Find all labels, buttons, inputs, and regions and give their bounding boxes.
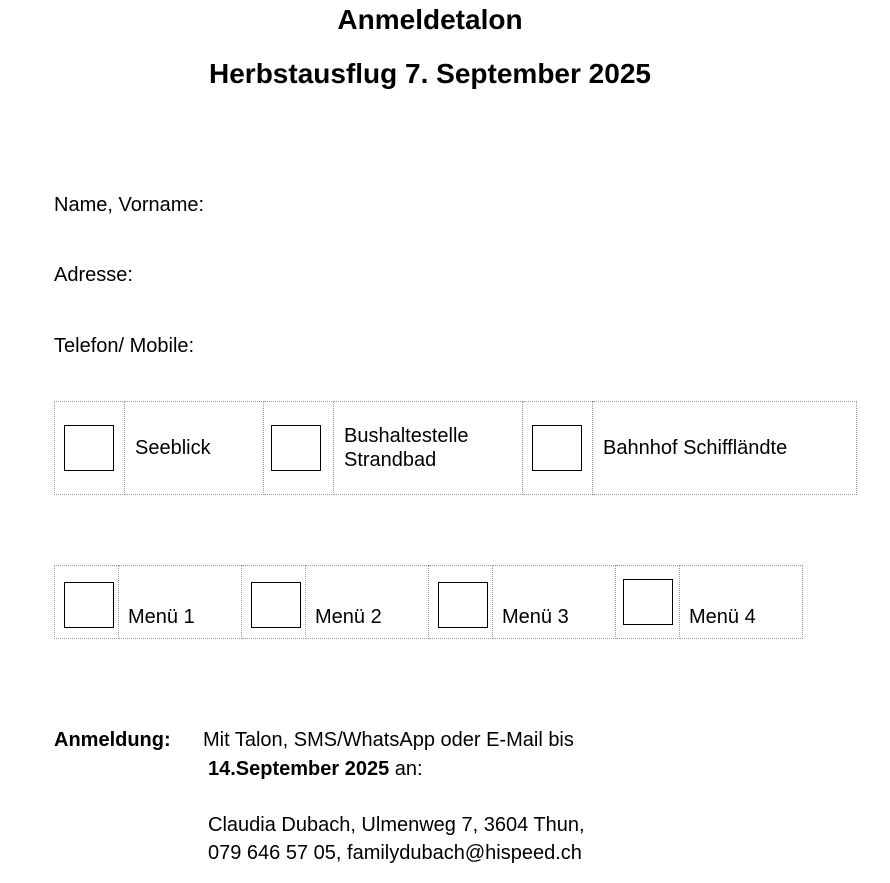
- boarding-option-schifflaendte: [593, 402, 857, 495]
- boarding-checkbox-cell-schifflaendte: [523, 402, 593, 495]
- boarding-label-schifflaendte: Bahnhof Schiffländte: [603, 437, 788, 459]
- registration-deadline: 14.September 2025: [208, 758, 390, 780]
- boarding-label-strandbad-line2: Strandbad: [344, 449, 437, 471]
- menu-label-1: Menü 1: [128, 606, 195, 628]
- registration-deadline-line: [208, 757, 423, 782]
- menu-checkbox-cell-1: [55, 566, 119, 639]
- registration-label: Anmeldung:: [54, 729, 171, 751]
- checkbox-menu-4[interactable]: [623, 579, 673, 625]
- menu-label-3: Menü 3: [502, 606, 569, 628]
- menu-checkbox-cell-4: [616, 566, 680, 639]
- contact-phone-email: 079 646 57 05, familydubach@hispeed.ch: [208, 842, 582, 864]
- checkbox-schifflaendte[interactable]: [532, 425, 582, 471]
- menu-option-2: [306, 566, 429, 639]
- checkbox-strandbad[interactable]: [271, 425, 321, 471]
- checkbox-menu-1[interactable]: [64, 582, 114, 628]
- checkbox-seeblick[interactable]: [64, 425, 114, 471]
- menu-option-3: [493, 566, 616, 639]
- registration-text: Mit Talon, SMS/WhatsApp oder E-Mail bis: [203, 729, 574, 751]
- boarding-option-strandbad: [334, 402, 523, 495]
- checkbox-menu-2[interactable]: [251, 582, 301, 628]
- registration-deadline-suffix: an:: [389, 758, 423, 780]
- contact-address: Claudia Dubach, Ulmenweg 7, 3604 Thun,: [208, 814, 585, 836]
- address-field-label: Adresse:: [54, 264, 133, 286]
- phone-field-label: Telefon/ Mobile:: [54, 335, 195, 357]
- boarding-label-seeblick: Seeblick: [135, 437, 211, 459]
- page-subtitle: Herbstausflug 7. September 2025: [209, 58, 651, 89]
- menu-option-1: [119, 566, 242, 639]
- boarding-checkbox-cell-strandbad: [264, 402, 334, 495]
- menu-checkbox-cell-3: [429, 566, 493, 639]
- menu-options-table: [54, 565, 803, 639]
- boarding-option-seeblick: [125, 402, 264, 495]
- page-title: Anmeldetalon: [337, 4, 523, 35]
- boarding-checkbox-cell-seeblick: [55, 402, 125, 495]
- boarding-label-strandbad-line1: Bushaltestelle: [344, 425, 469, 447]
- checkbox-menu-3[interactable]: [438, 582, 488, 628]
- menu-checkbox-cell-2: [242, 566, 306, 639]
- menu-label-2: Menü 2: [315, 606, 382, 628]
- name-field-label: Name, Vorname:: [54, 194, 205, 216]
- menu-option-4: [680, 566, 803, 639]
- boarding-options-table: [54, 401, 857, 495]
- menu-label-4: Menü 4: [689, 606, 756, 628]
